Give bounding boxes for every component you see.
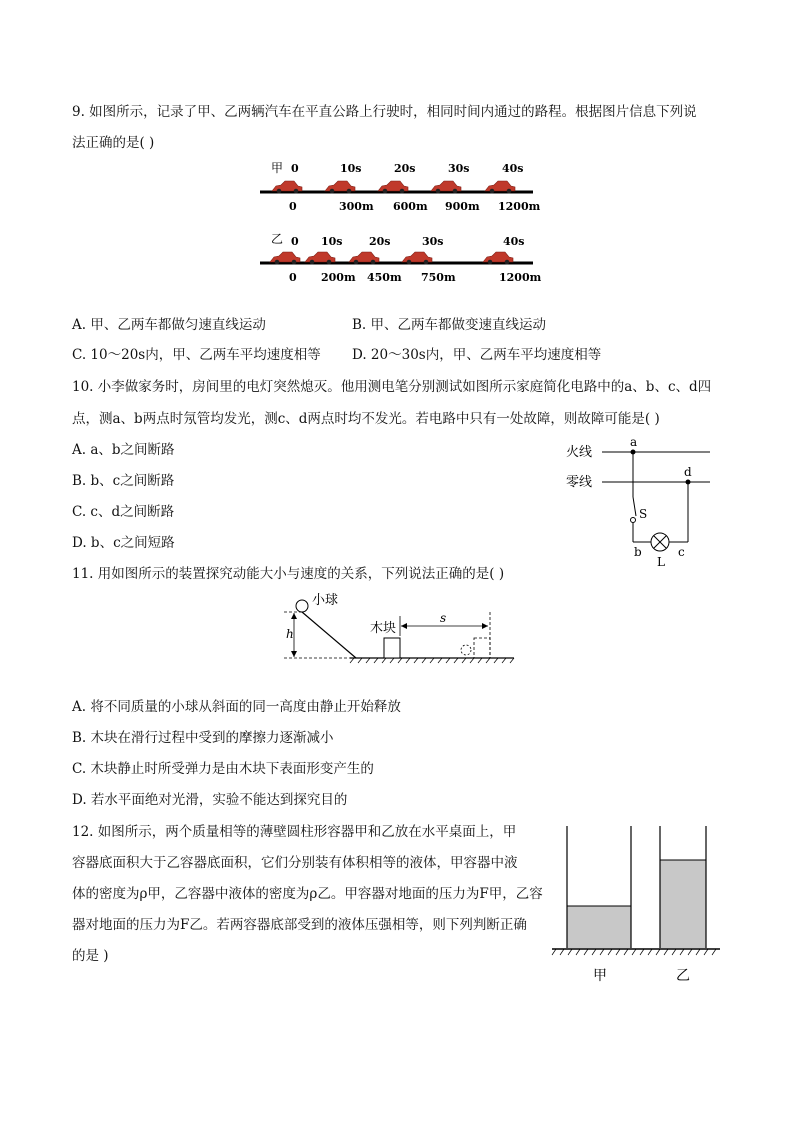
height-label: h	[286, 627, 294, 641]
q10-stem-line2: 点，测a、b两点时氖管均发光，测c、d两点时均不发光。若电路中只有一处故障，则故障可能是( )	[72, 411, 660, 427]
a-time-1: 10s	[340, 162, 362, 175]
ball-label: 小球	[312, 593, 339, 608]
q11-apparatus-figure	[280, 588, 520, 668]
label-d: d	[684, 465, 692, 479]
block-label: 木块	[370, 621, 397, 636]
a-time-4: 40s	[502, 162, 524, 175]
b-dist-4: 1200m	[499, 271, 542, 284]
car-b-label: 乙	[271, 232, 284, 246]
q11-option-d[interactable]: D. 若水平面绝对光滑，实验不能达到探究目的	[72, 792, 348, 808]
q12-containers-figure	[548, 822, 724, 987]
q9-option-d[interactable]: D. 20～30s内，甲、乙两车平均速度相等	[352, 347, 602, 363]
q11-option-c[interactable]: C. 木块静止时所受弹力是由木块下表面形变产生的	[72, 761, 374, 777]
a-dist-2: 600m	[393, 200, 428, 213]
a-dist-0: 0	[289, 200, 297, 213]
q12-stem-line1: 12. 如图所示，两个质量相等的薄壁圆柱形容器甲和乙放在水平桌面上，甲	[72, 824, 517, 840]
ramp	[302, 612, 356, 658]
liquid-a	[567, 906, 631, 948]
car-a-label: 甲	[271, 161, 284, 175]
q9-stem-line1: 9. 如图所示，记录了甲、乙两辆汽车在平直公路上行驶时，相同时间内通过的路程。根据图片信息下列说	[72, 104, 697, 120]
label-a: a	[630, 435, 638, 449]
q11-option-a[interactable]: A. 将不同质量的小球从斜面的同一高度由静止开始释放	[72, 699, 401, 715]
b-dist-0: 0	[289, 271, 297, 284]
label-b: b	[634, 545, 642, 559]
q10-option-a[interactable]: A. a、b之间断路	[72, 442, 175, 458]
switch-contact	[631, 518, 636, 523]
q9-option-b[interactable]: B. 甲、乙两车都做变速直线运动	[352, 317, 547, 333]
b-dist-2: 450m	[367, 271, 402, 284]
q12-stem-line5: 的是 )	[72, 948, 109, 964]
label-c: c	[678, 545, 685, 559]
wood-block	[384, 638, 400, 658]
q10-option-c[interactable]: C. c、d之间断路	[72, 504, 175, 520]
a-dist-4: 1200m	[498, 200, 541, 213]
ball-icon	[296, 600, 308, 612]
b-time-3: 30s	[422, 235, 444, 248]
b-time-1: 10s	[321, 235, 343, 248]
lamp-icon	[651, 533, 669, 551]
a-time-0: 0	[291, 162, 299, 175]
q9-stem-line2: 法正确的是( )	[72, 135, 155, 151]
a-time-2: 20s	[394, 162, 416, 175]
liquid-b	[660, 860, 706, 948]
b-dist-3: 750m	[421, 271, 456, 284]
q9-option-c[interactable]: C. 10～20s内，甲、乙两车平均速度相等	[72, 347, 321, 363]
ball-final-position	[461, 645, 471, 655]
b-dist-1: 200m	[321, 271, 356, 284]
a-time-3: 30s	[448, 162, 470, 175]
container-a-label: 甲	[593, 968, 607, 984]
q10-stem-line1: 10. 小李做家务时，房间里的电灯突然熄灭。他用测电笔分别测试如图所示家庭简化电路中的a、b、c、d四	[72, 379, 712, 395]
container-b-label: 乙	[676, 968, 690, 984]
a-dist-1: 300m	[339, 200, 374, 213]
block-final-position	[474, 638, 490, 658]
q12-stem-line2: 容器底面积大于乙容器底面积，它们分别装有体积相等的液体，甲容器中液	[72, 855, 518, 871]
table-hatch	[552, 949, 716, 955]
q10-circuit-figure	[560, 432, 720, 572]
q12-stem-line3: 体的密度为ρ甲，乙容器中液体的密度为ρ乙。甲容器对地面的压力为F甲，乙容	[72, 886, 543, 902]
b-time-4: 40s	[503, 235, 525, 248]
q9-option-a[interactable]: A. 甲、乙两车都做匀速直线运动	[72, 317, 266, 333]
b-time-2: 20s	[369, 235, 391, 248]
q9-car-figure	[255, 155, 545, 290]
switch-s	[633, 497, 636, 516]
neutral-wire-label: 零线	[566, 475, 593, 490]
label-l: L	[657, 555, 665, 569]
s-label: s	[440, 611, 447, 625]
q10-option-d[interactable]: D. b、c之间短路	[72, 535, 175, 551]
q11-option-b[interactable]: B. 木块在滑行过程中受到的摩擦力逐渐减小	[72, 730, 334, 746]
q10-option-b[interactable]: B. b、c之间断路	[72, 473, 175, 489]
b-time-0: 0	[291, 235, 299, 248]
q12-stem-line4: 器对地面的压力为F乙。若两容器底部受到的液体压强相等，则下列判断正确	[72, 917, 527, 933]
ground-hatch	[350, 658, 514, 663]
label-s: S	[639, 507, 648, 521]
q11-stem-line1: 11. 用如图所示的装置探究动能大小与速度的关系，下列说法正确的是( )	[72, 566, 505, 582]
live-wire-label: 火线	[566, 445, 593, 460]
a-dist-3: 900m	[445, 200, 480, 213]
